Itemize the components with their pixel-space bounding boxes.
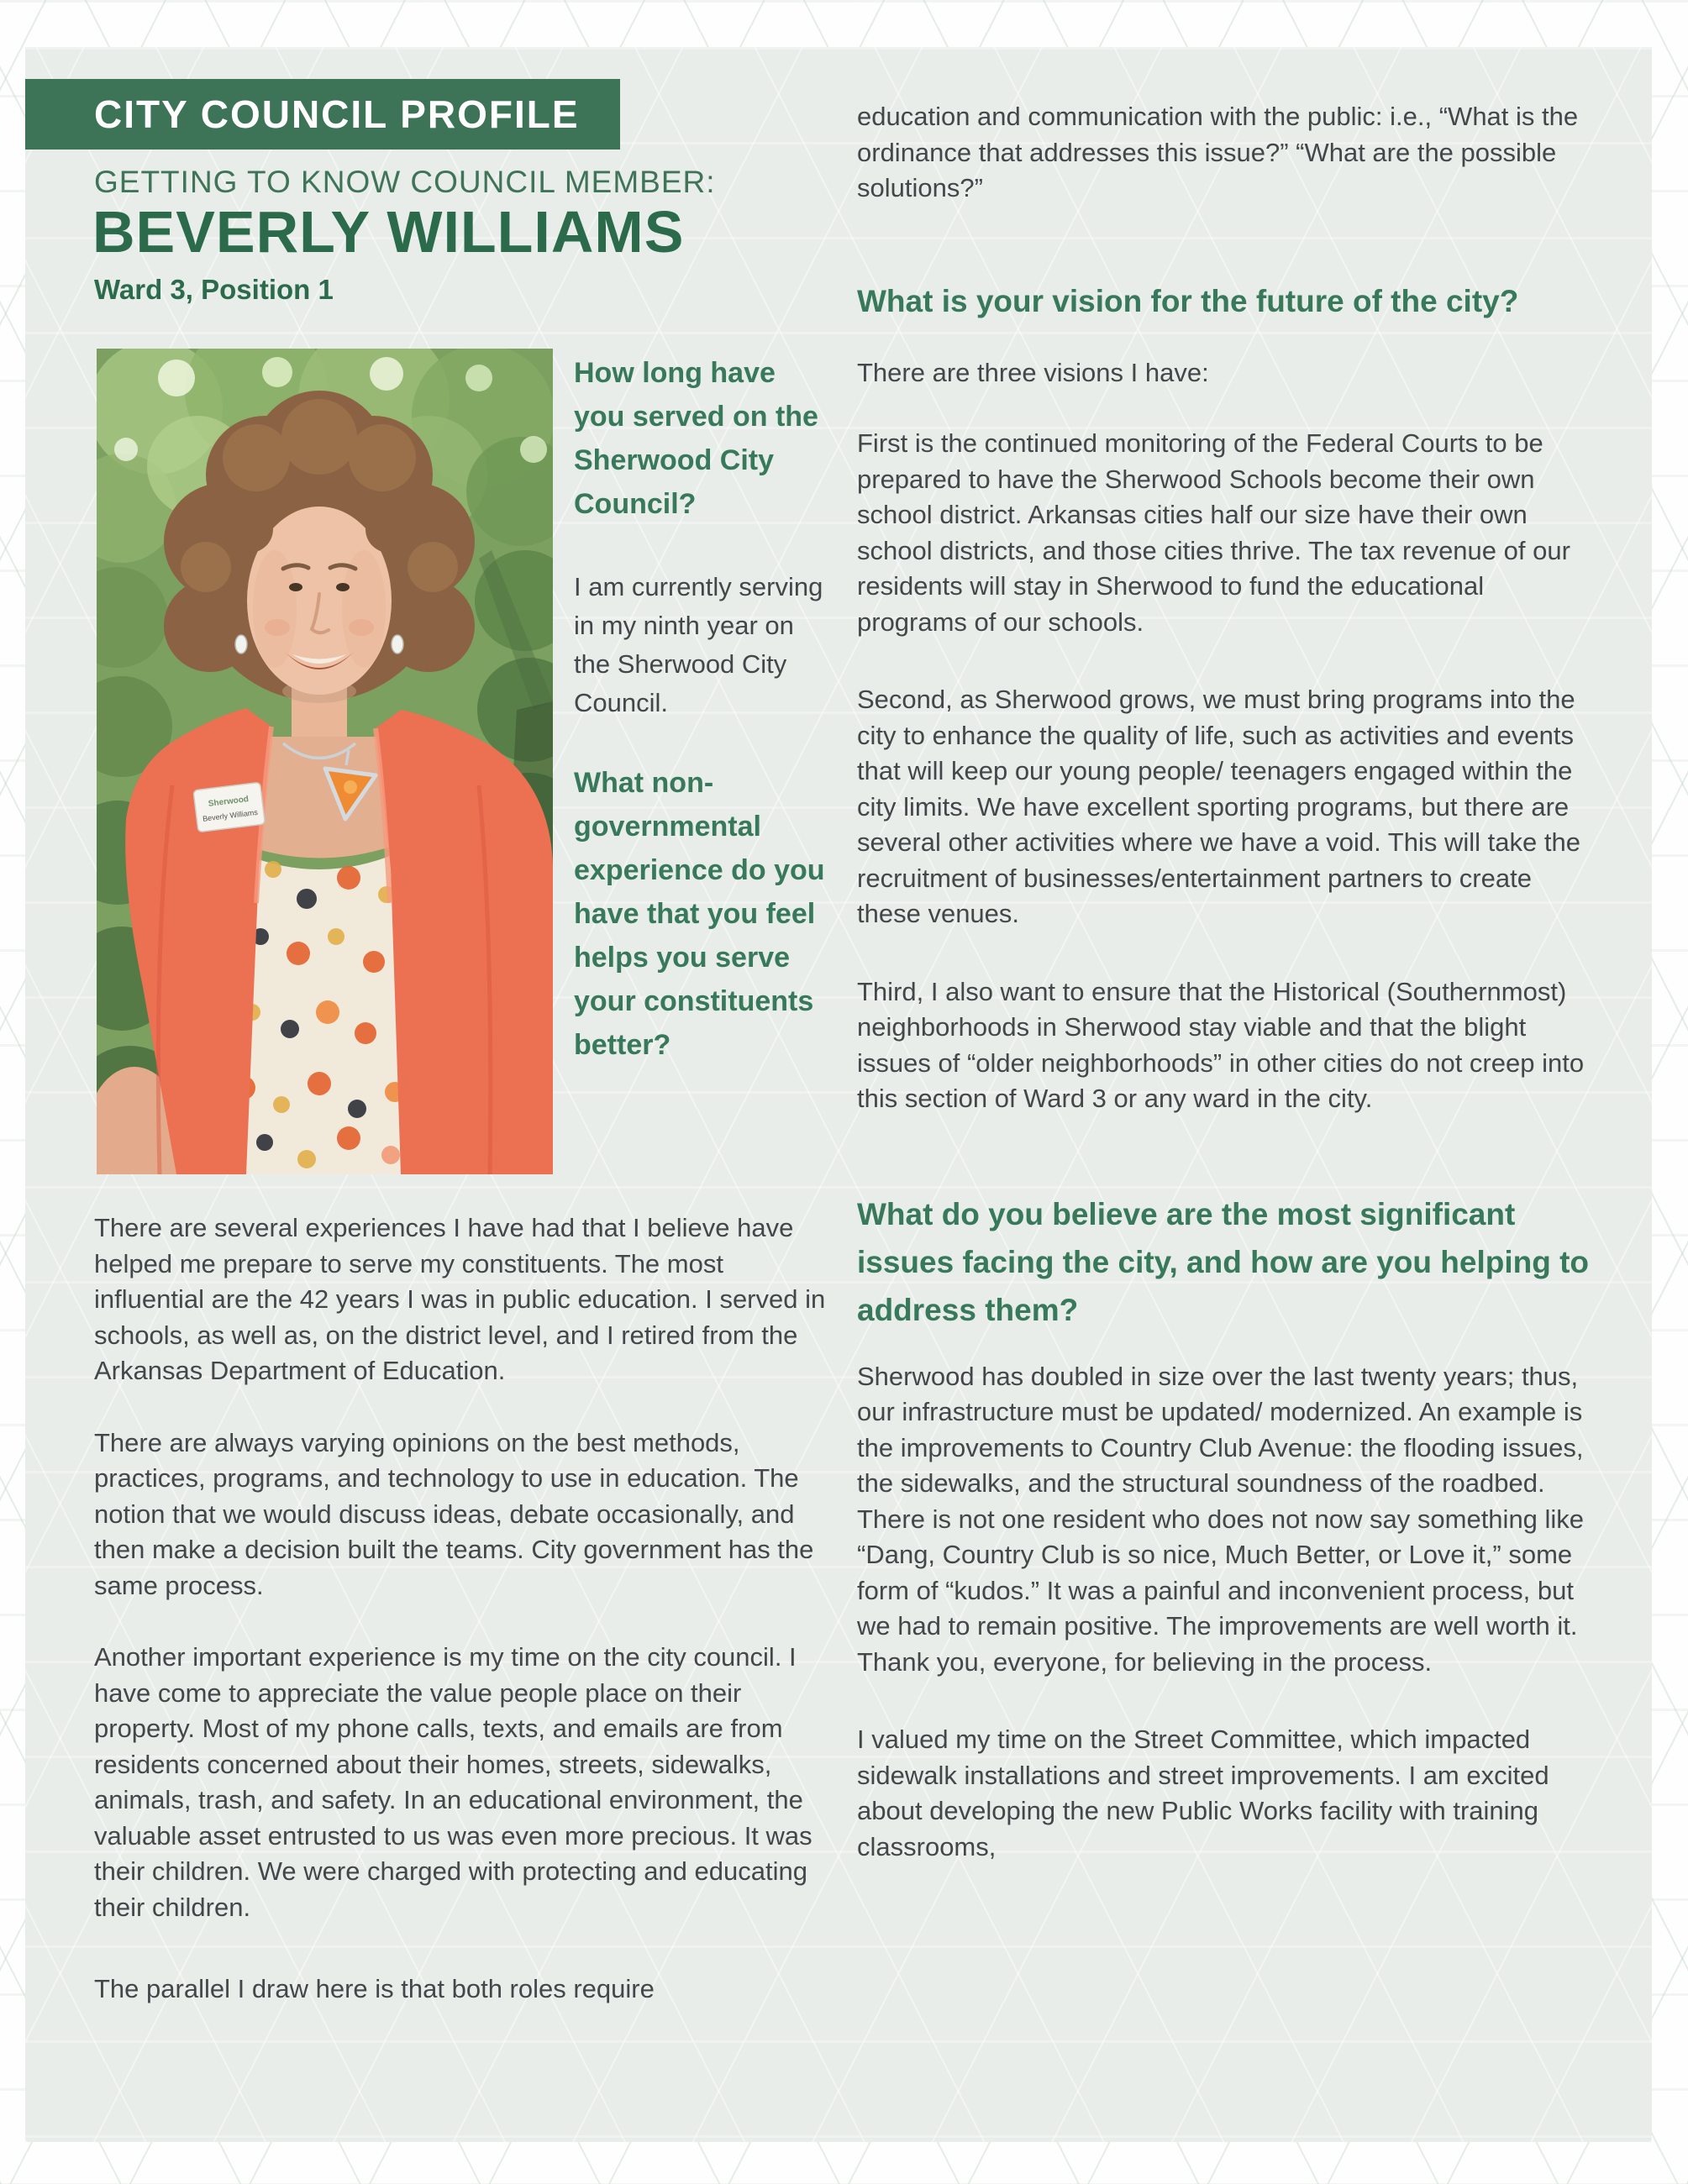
photo-side-column: [574, 351, 826, 1067]
name-tag-name: Beverly Williams: [202, 807, 259, 823]
name-tag-city: Sherwood: [208, 795, 250, 809]
vision-paragraph: First is the continued monitoring of the Federal Courts to be prepared to have the Sherwood Schools become their own school district. Arkansas cities half our size have their own school districts, and those cities thrive. The tax revenue of our residents will stay in Sherwood to fund the educational programs of our schools.: [857, 428, 1570, 637]
answer-paragraph: The parallel I draw here is that both roles require: [94, 1974, 655, 2003]
member-ward: Ward 3, Position 1: [94, 274, 334, 305]
vision-paragraph: Third, I also want to ensure that the Historical (Southernmost) neighborhoods in Sherwood stay viable and that the blight issues of “older neighborhoods” in other cities do not creep into this section of Ward 3 or any ward in the city.: [857, 976, 1585, 1113]
section-banner: [25, 79, 620, 150]
page-panel: [25, 47, 1652, 2142]
answer-paragraph: Another important experience is my time on the city council. I have come to appreciate the value people place on their property. Most of my phone calls, texts, and emails are from residents concerned about their homes, streets, sidewalks, animals, trash, and safety. In an educational environment, the valuable asset entrusted to us was even more precious. It was their children. We were charged with protecting and educating their children.: [94, 1642, 812, 1922]
vision-paragraph: Second, as Sherwood grows, we must bring programs into the city to enhance the quality of life, such as activities and events that will keep our young people/ teenagers engaged within the city limits. We have excellent sporting programs, but there are several other activities where we have a void. This will take the recruitment of businesses/entertainment partners to create these venues.: [857, 685, 1580, 928]
issues-paragraph: I valued my time on the Street Committee, which impacted sidewalk installations and street improvements. I am excited about developing the new Public Works facility with training classrooms,: [857, 1725, 1549, 1861]
question-non-governmental: What non-governmental experience do you have that you feel helps you serve your constituents better?: [574, 767, 825, 1061]
name-tag: [193, 782, 265, 832]
council-member-photo-illustration: [97, 349, 553, 1174]
council-member-photo: [97, 349, 553, 1174]
issues-paragraph: Sherwood has doubled in size over the last twenty years; thus, our infrastructure must be updated/ modernized. An example is the improvements to Country Club Avenue: the flooding issues, the sidewalks, and the structural soundness of the roadbed. There is not one resident who does not now say something like “Dang, Country Club is so nice, Much Better, or Love it,” some form of “kudos.” It was a painful and inconvenient process, but we had to remain positive. The improvements are well worth it. Thank you, everyone, for believing in the process.: [857, 1361, 1585, 1677]
kicker-text: GETTING TO KNOW COUNCIL MEMBER:: [94, 165, 716, 199]
answer-how-long: I am currently serving in my ninth year on the Sherwood City Council.: [574, 572, 823, 717]
member-name: BEVERLY WILLIAMS: [92, 199, 685, 265]
question-how-long: How long have you served on the Sherwood City Council?: [574, 357, 818, 520]
section-banner-title: CITY COUNCIL PROFILE: [94, 92, 580, 136]
vision-intro: There are three visions I have:: [857, 357, 1209, 387]
question-vision: What is your vision for the future of the city?: [857, 283, 1519, 318]
answer-paragraph: There are always varying opinions on the best methods, practices, programs, and technology to use in education. The notion that we would discuss ideas, debate occasionally, and then make a decision built the teams. City government has the same process.: [94, 1427, 814, 1600]
question-issues: What do you believe are the most significant issues facing the city, and how are you helping to address them?: [857, 1196, 1590, 1327]
continuation-paragraph: education and communication with the public: i.e., “What is the ordinance that addresses this issue?” “What are the possible solutions?”: [857, 102, 1579, 202]
answer-paragraph: There are several experiences I have had that I believe have helped me prepare to serve my constituents. The most influential are the 42 years I was in public education. I served in schools, as well as, on the district level, and I retired from the Arkansas Department of Education.: [94, 1213, 826, 1385]
left-column: [94, 1210, 837, 2008]
right-column: [857, 99, 1600, 1865]
